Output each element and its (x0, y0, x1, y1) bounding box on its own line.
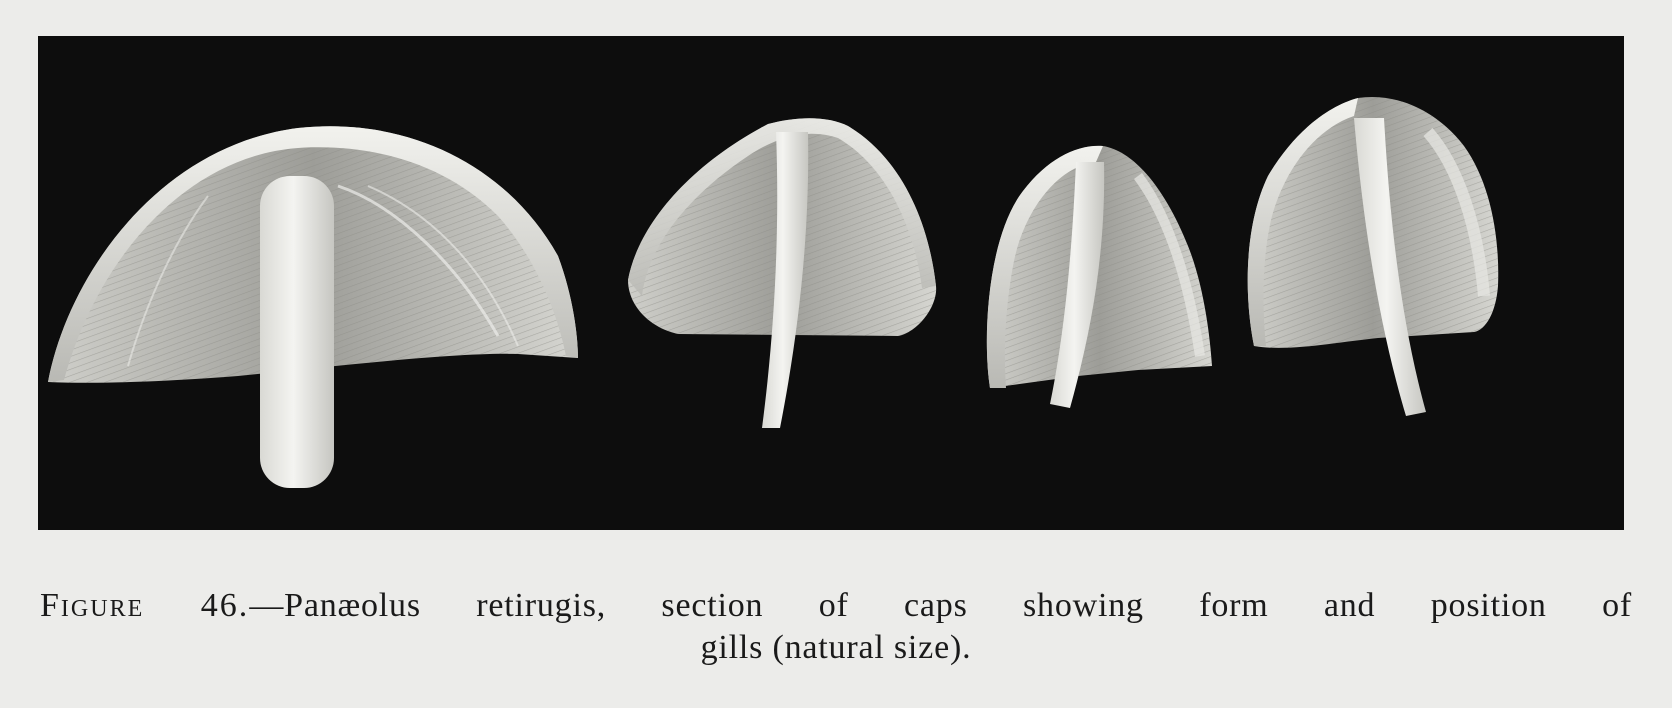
caption-line-2: gills (natural size). (700, 629, 972, 666)
mushroom-cap-4 (1248, 97, 1499, 416)
specimen-illustration (38, 36, 1624, 530)
mushroom-cap-3 (987, 146, 1212, 408)
mushroom-cap-2 (628, 118, 936, 428)
mushroom-cap-1 (48, 126, 578, 488)
caption-line-1 (40, 585, 1632, 627)
figure-number: Figure 46. (40, 587, 250, 624)
caption-text-1: —Panæolus retirugis, section of caps showing form and position of (249, 587, 1632, 624)
figure-photograph (38, 36, 1624, 530)
mushroom-stem-1 (260, 176, 334, 488)
figure-caption (40, 585, 1632, 669)
